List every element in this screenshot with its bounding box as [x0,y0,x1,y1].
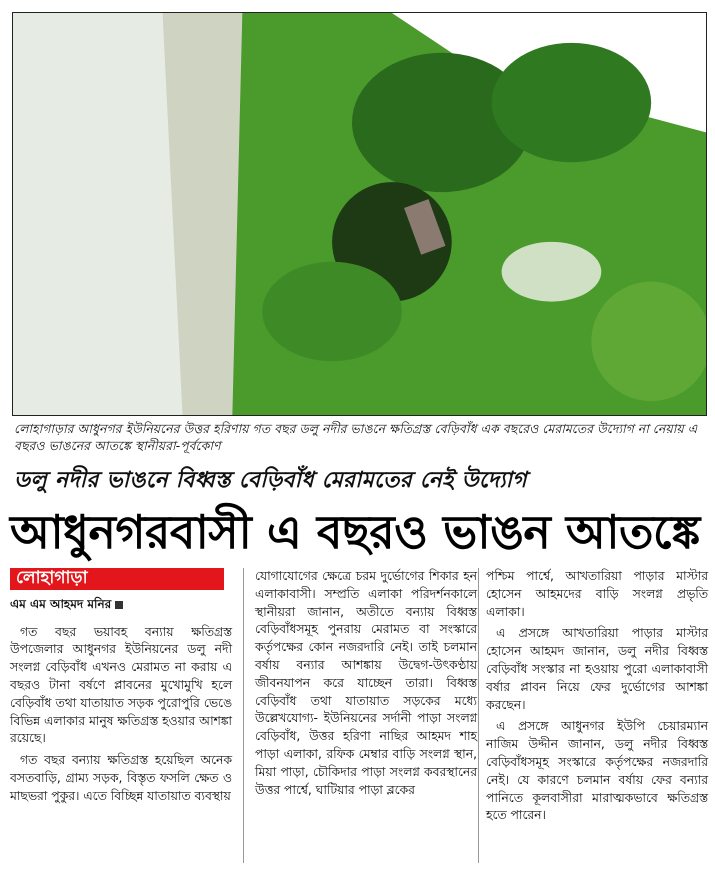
paragraph: পশ্চিম পার্শ্বে, আখতারিয়া পাড়ার মাস্টার হোসেন আহমদের বাড়ি সংলগ্ন প্রভৃতি এলাকা। [486,569,708,619]
column-divider [478,568,479,863]
landscape-photo-icon [13,13,706,415]
location-label: লোহাগাড়া [10,568,224,590]
main-headline: আধুনগরবাসী এ বছরও ভাঙন আতঙ্কে [10,505,700,559]
article-column-2 [255,568,477,803]
byline [10,596,232,614]
paragraph: এ প্রসঙ্গে আখতারিয়া পাড়ার মাস্টার হোসেন আহমদ জানান, ডলু নদীর বিধ্বস্ত বেড়িবাঁধ সংস্কার না হওয়ায় পুরো এলাকাবাসী বর্ষার প্লাবন নিয়ে ফের দুর্ভোগের আশঙ্কা করছেন। [486,626,708,712]
article-column-1 [10,568,232,810]
paragraph: গত বছর ভয়াবহ বন্যায় ক্ষতিগ্রস্ত উপজেলার আধুনগর ইউনিয়নের ডলু নদী সংলগ্ন বেড়িবাঁধ এখনও মেরামত না করায় এ বছরও টানা বর্ষণে প্লাবনের মুখোমুখি হলে বেড়িবাঁধ তথা যাতায়াত সড়ক পুরোপুরি ভেঙে বিভিন্ন এলাকার মানুষ ক্ষতিগ্রস্ত হওয়ার আশঙ্কা রয়েছে। [10,624,232,746]
paragraph: এ প্রসঙ্গে আধুনগর ইউপি চেয়ারম্যান নাজিম উদ্দীন জানান, ডলু নদীর বিধ্বস্ত বেড়িবাঁধসমূহ সংস্কারে কর্তৃপক্ষের নজরদারি নেই। যে কারণে চলমান বর্ষায় ফের বন্যার পানিতে কূলবাসীরা মারাত্মকভাবে ক্ষতিগ্রস্ত হতে পারেন। [486,719,708,823]
column-divider [243,568,244,863]
author-name: এম এম আহমদ মনির [10,596,112,611]
paragraph: গত বছর বন্যায় ক্ষতিগ্রস্ত হয়েছিল অনেক বসতবাড়ি, গ্রাম্য সড়ক, বিস্তৃত ফসলি ক্ষেত ও মাছভরা পুকুর। এতে বিচ্ছিন্ন যাতায়াত ব্যবস্থায় [10,753,232,803]
article-column-3 [486,568,708,829]
kicker-headline: ডলু নদীর ভাঙনে বিধ্বস্ত বেড়িবাঁধ মেরামতের নেই উদ্যোগ [14,468,527,493]
photo-caption: লোহাগাড়ার আধুনগর ইউনিয়নের উত্তর হরিণায় গত বছর ডলু নদীর ভাঙনে ক্ষতিগ্রস্ত বেড়িবাঁধ এক বছরেও মেরামতের উদ্যোগ না নেয়ায় এ বছরও ভাঙনের আতঙ্কে স্থানীয়রা-পূর্বকোণ [14,421,698,453]
news-photo [12,12,707,416]
square-bullet-icon [115,601,123,609]
paragraph: যোগাযোগের ক্ষেত্রে চরম দুর্ভোগের শিকার হন এলাকাবাসী। সম্প্রতি এলাকা পরিদর্শনকালে স্থানীয়রা জানান, অতীতে বন্যায় বিধ্বস্ত বেড়িবাঁধসমূহ পুনরায় মেরামত বা সংস্কারে কর্তৃপক্ষের কোন নজরদারি নেই। তাই চলমান বর্ষায় বন্যার আশঙ্কায় উদ্বেগ-উৎকণ্ঠায় জীবনযাপন করে যাচ্ছেন তারা। বিধ্বস্ত বেড়িবাঁধ তথা যাতায়াত সড়কের মধ্যে উল্লেখযোগ্য- ইউনিয়নের সর্দানী পাড়া সংলগ্ন বেড়িবাঁধ, উত্তর হরিণা নাছির আহমদ শাহ পাড়া এলাকা, রফিক মেম্বার বাড়ি সংলগ্ন স্থান, মিয়া পাড়া, চৌকিদার পাড়া সংলগ্ন কবরস্থানের উত্তর পার্শ্বে, ঘাটিয়ার পাড়া ব্লকের [255,569,477,797]
